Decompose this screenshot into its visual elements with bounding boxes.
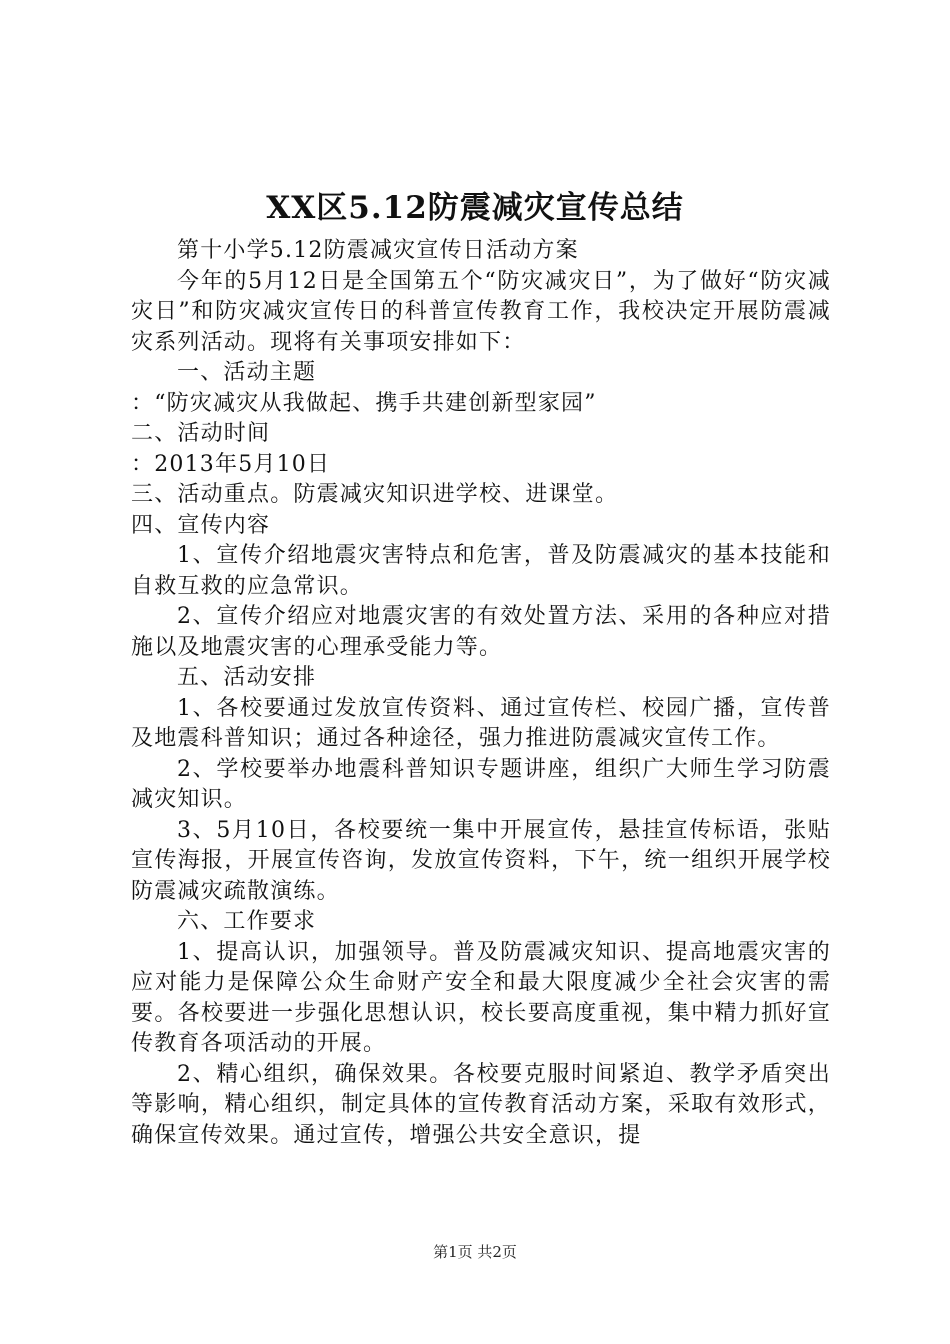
paragraph: 四、宣传内容	[131, 512, 271, 538]
paragraph: 三、活动重点。防震减灾知识进学校、进课堂。	[131, 482, 619, 507]
paragraph: 2、学校要举办地震科普知识专题讲座，组织广大师生学习防震减灾知识。	[131, 756, 831, 812]
paragraph: 六、工作要求	[177, 909, 317, 934]
paragraph: 2、精心组织，确保效果。各校要克服时间紧迫、教学矛盾突出等影响，精心组织，制定具体的宣传教育活动方案，采取有效形式，确保宣传效果。通过宣传，增强公共安全意识，提	[131, 1061, 831, 1148]
paragraph: 二、活动时间	[131, 421, 271, 446]
paragraph: 3、5月10日，各校要统一集中开展宣传，悬挂宣传标语，张贴宣传海报，开展宣传咨询，发放宣传资料，下午，统一组织开展学校防震减灾疏散演练。	[131, 817, 831, 904]
document-body	[131, 236, 831, 1151]
paragraph: 2、宣传介绍应对地震灾害的有效处置方法、采用的各种应对措施以及地震灾害的心理承受能力等。	[131, 604, 831, 660]
paragraph: ：2013年5月10日	[131, 451, 331, 477]
paragraph: 今年的5月12日是全国第五个“防灾减灾日”，为了做好“防灾减灾日”和防灾减灾宣传日的科普宣传教育工作，我校决定开展防震减灾系列活动。现将有关事项安排如下：	[131, 268, 831, 355]
paragraph: 五、活动安排	[177, 665, 317, 690]
paragraph: 一、活动主题	[177, 360, 317, 385]
paragraph: 1、各校要通过发放宣传资料、通过宣传栏、校园广播，宣传普及地震科普知识；通过各种途径，强力推进防震减灾宣传工作。	[131, 695, 831, 751]
paragraph: 1、提高认识，加强领导。普及防震减灾知识、提高地震灾害的应对能力是保障公众生命财产安全和最大限度减少全社会灾害的需要。各校要进一步强化思想认识，校长要高度重视，集中精力抓好宣传教育各项活动的开展。	[131, 939, 831, 1056]
document-title: XX区5.12防震减灾宣传总结	[266, 190, 684, 226]
page-number: 第1页 共2页	[433, 1243, 517, 1261]
paragraph: 第十小学5.12防震减灾宣传日活动方案	[177, 238, 579, 263]
paragraph: 1、宣传介绍地震灾害特点和危害，普及防震减灾的基本技能和自救互救的应急常识。	[131, 543, 831, 599]
paragraph: ：“防灾减灾从我做起、携手共建创新型家园”	[131, 390, 597, 416]
